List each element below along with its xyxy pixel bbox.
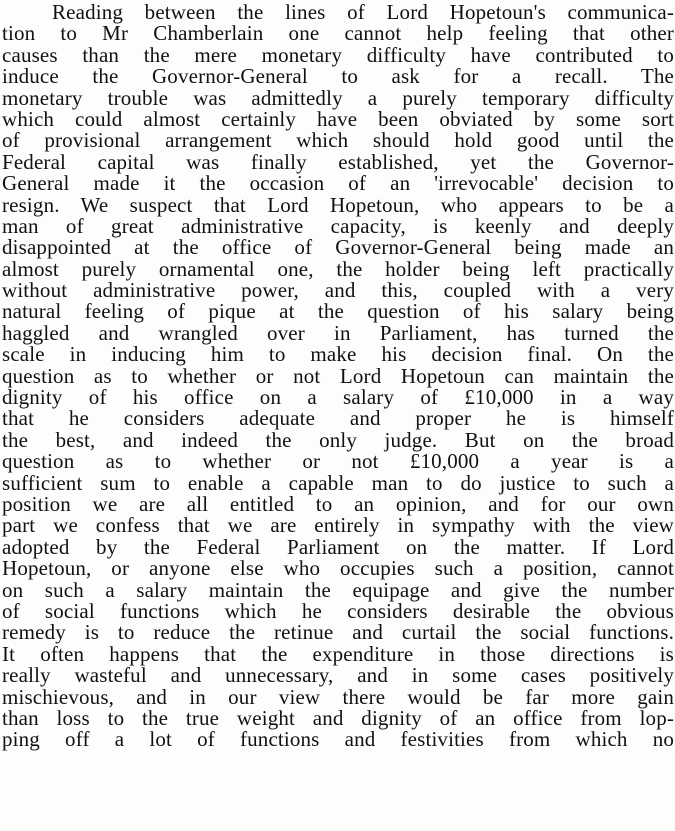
text-line-20: that he considers adequate and proper he is himself xyxy=(2,406,674,431)
text-line-4: induce the Governor-General to ask for a recall. The xyxy=(2,64,674,89)
text-line-17: scale in inducing him to make his decision final. On the xyxy=(2,342,674,367)
text-line-35: ping off a lot of functions and festivities from which no xyxy=(2,727,674,752)
text-line-23: sufficient sum to enable a capable man to do justice to such a xyxy=(2,470,674,495)
text-line-13: almost purely ornamental one, the holder being left practically xyxy=(2,256,674,281)
text-line-8: Federal capital was finally established, yet the Governor- xyxy=(2,149,674,174)
text-line-19: dignity of his office on a salary of £10,000 in a way xyxy=(2,385,674,410)
text-line-34: than loss to the true weight and dignity of an office from lop- xyxy=(2,705,674,730)
text-line-5: monetary trouble was admittedly a purely temporary difficulty xyxy=(2,85,674,110)
text-line-21: the best, and indeed the only judge. But on the broad xyxy=(2,427,674,452)
text-line-18: question as to whether or not Lord Hopetoun can maintain the xyxy=(2,363,674,388)
text-line-10: resign. We suspect that Lord Hopetoun, who appears to be a xyxy=(2,192,674,217)
text-line-29: of social functions which he considers desirable the obvious xyxy=(2,598,674,623)
text-line-15: natural feeling of pique at the question of his salary being xyxy=(2,299,674,324)
text-line-30: remedy is to reduce the retinue and curtail the social functions. xyxy=(2,620,674,645)
text-line-28: on such a salary maintain the equipage and give the number xyxy=(2,577,674,602)
text-line-1: Reading between the lines of Lord Hopetoun's communica- xyxy=(52,0,674,24)
text-line-31: It often happens that the expenditure in those directions is xyxy=(2,641,674,666)
text-line-27: Hopetoun, or anyone else who occupies such a position, cannot xyxy=(2,556,674,581)
text-line-26: adopted by the Federal Parliament on the matter. If Lord xyxy=(2,534,674,559)
text-line-9: General made it the occasion of an 'irrevocable' decision to xyxy=(2,171,674,196)
article-column xyxy=(2,2,674,751)
text-line-12: disappointed at the office of Governor-General being made an xyxy=(2,235,674,260)
text-line-32: really wasteful and unnecessary, and in some cases positively xyxy=(2,663,674,688)
text-line-2: tion to Mr Chamberlain one cannot help feeling that other xyxy=(2,21,674,46)
text-line-33: mischievous, and in our view there would be far more gain xyxy=(2,684,674,709)
text-line-6: which could almost certainly have been obviated by some sort xyxy=(2,106,674,131)
text-line-16: haggled and wrangled over in Parliament, has turned the xyxy=(2,320,674,345)
text-line-11: man of great administrative capacity, is keenly and deeply xyxy=(2,213,674,238)
text-line-22: question as to whether or not £10,000 a year is a xyxy=(2,449,674,474)
text-line-14: without administrative power, and this, coupled with a very xyxy=(2,278,674,303)
text-line-25: part we confess that we are entirely in sympathy with the view xyxy=(2,513,674,538)
text-line-7: of provisional arrangement which should hold good until the xyxy=(2,128,674,153)
text-line-24: position we are all entitled to an opinion, and for our own xyxy=(2,491,674,516)
text-line-3: causes than the mere monetary difficulty have contributed to xyxy=(2,42,674,67)
